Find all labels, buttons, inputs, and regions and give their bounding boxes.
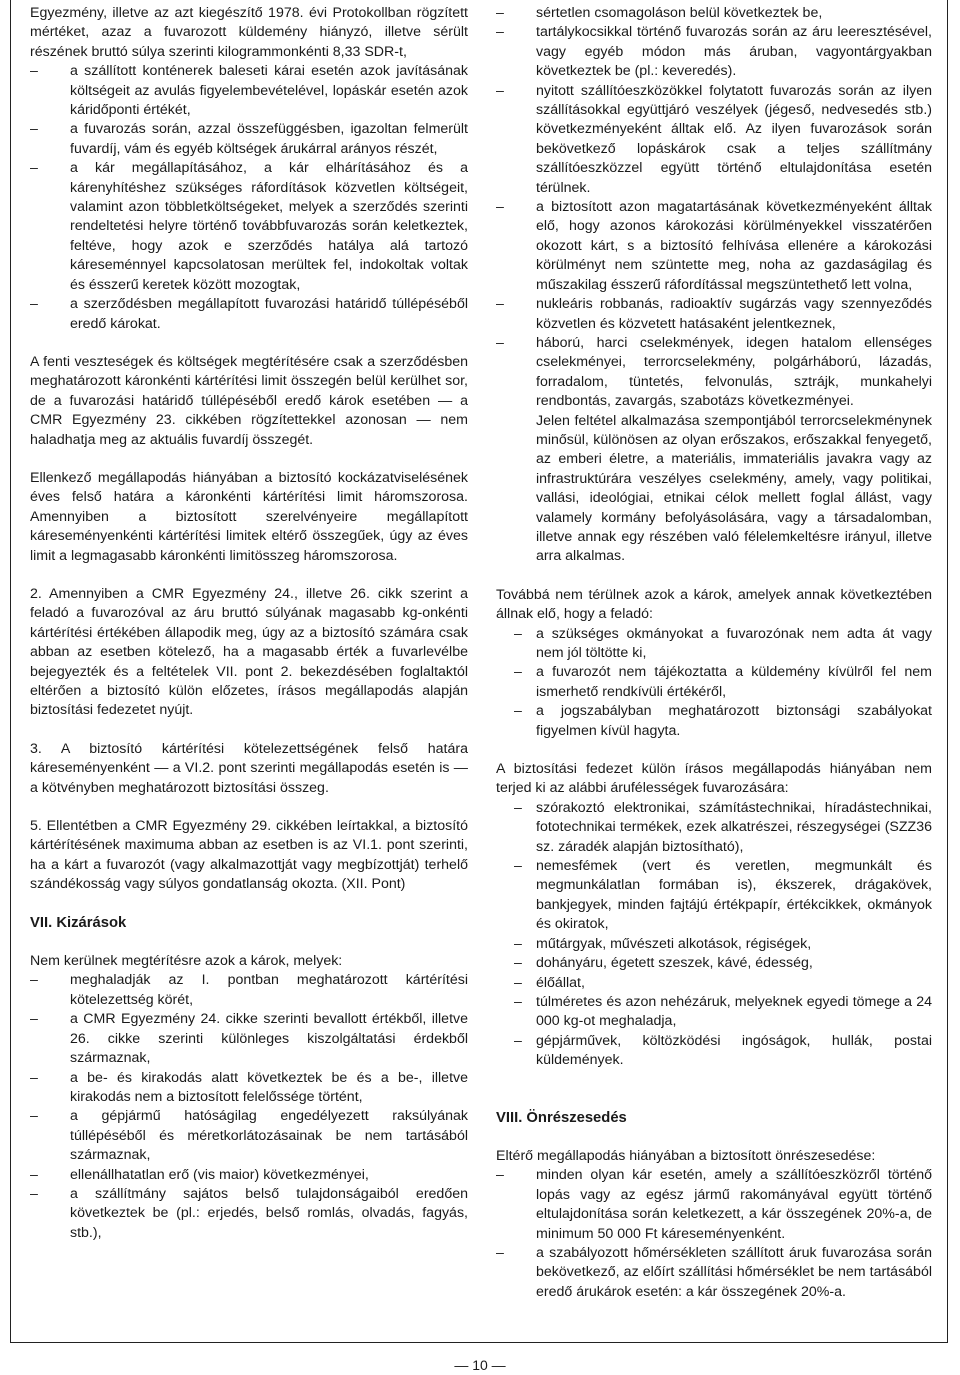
list-item: – a szállítmány sajátos belső tulajdonságaiból eredően következtek be (pl.: erjedés, belső romlás, olvadás, fagyás, stb.), [30,1185,468,1243]
list-item: – minden olyan kár esetén, amely a szállítóeszközről történő lopás vagy az egész jármű rakományával együtt történő eltulajdonítása során keletkezett, a kár összegének 20%-a, de minimum 50 000 Ft káreseményenként. [496,1166,932,1244]
list-item: – meghaladják az I. pontban meghatározott kártérítési kötelezettség körét, [30,971,468,1010]
list-item: – a szerződésben megállapított fuvarozási határidő túllépéséből eredő károkat. [30,295,468,334]
list-item: – a fuvarozót nem tájékoztatta a küldemény kívülről fel nem ismerhető rendkívüli értékéről, [496,663,932,702]
list-item: – gépjárművek, költözködési ingóságok, hullák, postai küldemények. [496,1032,932,1071]
intro-paragraph: Egyezmény, illetve az azt kiegészítő 1978. évi Protokollban rögzített mértéket, azaz a fuvarozott küldemény hiányzó, illetve sérült részének bruttó súlya szerinti kilogrammonkénti 8,33 SDR-t, [30,5,468,60]
list-item: – nemesfémek (vert és veretlen, megmunkált és megmunkálatlan formában is), ékszerek, drágakövek, bankjegyek, minden fajtájú értékpapír, értékcikkek, okmányok és okiratok, [496,857,932,935]
list-item: – túlméretes és azon nehézáruk, melyeknek egyedi tömege a 24 000 kg-ot meghaladja, [496,993,932,1032]
list-item: – ellenállhatatlan erő (vis maior) következményei, [30,1166,468,1185]
list-item: – műtárgyak, művészeti alkotások, régiségek, [496,935,932,954]
exclusions-list [30,971,468,1243]
list-item: – a be- és kirakodás alatt következtek be és a be-, illetve kirakodás nem a biztosított felelőssége történt, [30,1069,468,1108]
sender-list [496,625,932,741]
section-heading-viii: VIII. Önrészesedés [496,1109,627,1126]
left-column [30,4,468,1243]
list-item: – a biztosított azon magatartásának következményeként álltak elő, hogy azonos károkozási körülményekkel visszatérően okozott kárt, s a biztosító felhívása ellenére a károkozási körülményt nem szüntette meg, noha az gazdaságilag és műszakilag ésszerű ráfordítással megszüntethető lett volna, [496,198,932,295]
sender-intro: Továbbá nem térülnek azok a károk, amelyek annak következtében állnak elő, hogy a feladó: [496,586,932,623]
list-item: – a CMR Egyezmény 24. cikke szerinti bevallott értékből, illetve 26. cikke szerinti különleges kiszolgáltatási érdekből származnak, [30,1010,468,1068]
list-item: – élőállat, [496,974,932,993]
list-item: – a gépjármű hatóságilag engedélyezett raksúlyának túllépéséből és méretkorlátozásainak be nem tartásából származnak, [30,1107,468,1165]
list-item: – a szükséges okmányokat a fuvarozónak nem adta át vagy nem jól töltötte ki, [496,625,932,664]
right-column [496,4,932,1302]
exclusions-list-continued [496,4,932,412]
exclusions-intro: Nem kerülnek megtérítésre azok a károk, melyek: [30,953,343,970]
list-item: – a szabályozott hőmérsékleten szállított áruk fuvarozása során bekövetkező, az előírt szállítási hőmérséklet be nem tartásából eredő árukárok esetén: a kár összegének 20%-a. [496,1244,932,1302]
list-item: – dohányáru, égetett szeszek, kávé, édesség, [496,954,932,973]
list-item: – tartálykocsikkal történő fuvarozás során az áru leeresztésével, vagy egyéb módon más áruban, vagyontárgyakban következtek be (pl.: keveredés). [496,23,932,81]
page-number: — 10 — [454,1357,506,1373]
goods-intro: A biztosítási fedezet külön írásos megállapodás hiányában nem terjed ki az alábbi árufélességek fuvarozására: [496,761,932,797]
covered-costs-list [30,62,468,334]
limit-paragraph: A fenti veszteségek és költségek megtérítésére csak a szerződésben meghatározott káronkénti kártérítési limit összegén belül kerülhet sor, de a fuvarozási határidő túllépéséből eredő károk esetében — a CMR Egyezmény 23. cikkében rögzítettekkel azonosan — nem haladhatja meg az aktuális fuvardíj összegét. [30,353,468,448]
deductible-intro: Eltérő megállapodás hiányában a biztosított önrészesedése: [496,1147,876,1164]
deductible-list [496,1166,932,1302]
list-item: – nukleáris robbanás, radioaktív sugárzás vagy szennyeződés közvetlen és közvetett hatásaként jelentkeznek, [496,295,932,334]
annual-limit-paragraph: Ellenkező megállapodás hiányában a biztosító kockázatviselésének éves felső határa a káronkénti kártérítési limit háromszorosa. Amennyiben a biztosított szerelvényeire megállapított káreseményenkénti kártérítési limitek eltérő összegűek, úgy az éves limit a legmagasabb káronkénti limitösszeg háromszorosa. [30,469,468,564]
list-item: – a jogszabályban meghatározott biztonsági szabályokat figyelmen kívül hagyta. [496,702,932,741]
list-item: Jelen feltétel alkalmazása szempontjából terrorcselekménynek minősül, különösen az olyan erőszakos, erőszakkal fenyegető, az emberi életre, a materiális, immateriális javakra vagy az infrastruktúrára veszélyes cselekmény, amely, vagy politikai, vallási, ideológiai, etnikai célok mellett foglal állást, vagy valamely kormány befolyásolására, vagy a társadalomban, illetve annak egy részében való félelemkeltésre irányul, illetve arra alkalmas. [536,412,932,565]
list-item: – a szállított konténerek baleseti kárai esetén azok javításának költségeit az avulás figyelembevételével, lopáskár esetén azok káridőponti értékét, [30,62,468,120]
list-item: – a fuvarozás során, azzal összefüggésben, igazoltan felmerült fuvardíj, vám és egyéb költségek árukárral arányos részét, [30,120,468,159]
list-item: – a kár megállapításához, a kár elhárításához és a kárenyhítéshez szükséges ráfordítások közvetlen költségeit, valamint azon többletköltségeket, melyek a szerződés szerinti rendeltetési helyre történő továbbfuvarozás során keletkeztek, feltéve, hogy azok e szerződés hatálya alá tartozó káreseménnyel kapcsolatosan merültek fel, indokoltak voltak és ésszerű keretek között mozogtak, [30,159,468,295]
list-item: – háború, harci cselekmények, idegen hatalom ellenséges cselekményei, terrorcselekmény, polgárháború, lázadás, forradalom, tüntetés, felvonulás, sztrájk, munkahelyi rendbontás, zavargás, szabotázs következményei. [496,334,932,412]
goods-list [496,799,932,1071]
point-2-paragraph: 2. Amennyiben a CMR Egyezmény 24., illetve 26. cikk szerint a feladó a fuvarozóval az áru bruttó súlyának magasabb kg-onkénti kártérítési értékében állapodik meg, úgy az a biztosító számára csak abban az esetben kötelező, ha a magasabb érték a fuvarlevélbe bejegyezték és a feltételek VII. pont 2. bekezdésében foglaltaktól eltérően a biztosító külön előzetes, írásos megállapodás alapján biztosítási fedezetet nyújt. [30,585,468,719]
point-5-paragraph: 5. Ellentétben a CMR Egyezmény 29. cikkében leírtakkal, a biztosító kártérítésének maximuma abban az esetben is az VI.1. pont szerinti, ha a kárt a fuvarozót (vagy alkalmazottját vagy megbízottját) terhelő szándékosság vagy súlyos gondatlanság okozta. (XII. Pont) [30,818,468,893]
point-3-paragraph: 3. A biztosító kártérítési kötelezettségének felső határa káreseményenként — a VI.2. pont szerinti megállapodás esetén is — a kötvényben meghatározott biztosítási összeg. [30,740,468,796]
list-item: – sértetlen csomagoláson belül következtek be, [496,4,932,23]
list-item: – nyitott szállítóeszközökkel folytatott fuvarozás során az ilyen szállításokkal együttjáró veszélyek (jégeső, nedvesedés stb.) következményeként álltak elő. Az ilyen fuvarozások során bekövetkező lopáskárok csak a teljes szállítmány szállítóeszközzel együtt történő eltulajdonítása esetén térülnek. [496,82,932,198]
list-item: – szórakoztó elektronikai, számítástechnikai, híradástechnikai, fototechnikai termékek, ezek alkatrészei, részegységei (SZZ36 sz. záradék alapján biztosítható), [496,799,932,857]
terror-definition [496,412,932,567]
section-heading-vii: VII. Kizárások [30,914,127,931]
